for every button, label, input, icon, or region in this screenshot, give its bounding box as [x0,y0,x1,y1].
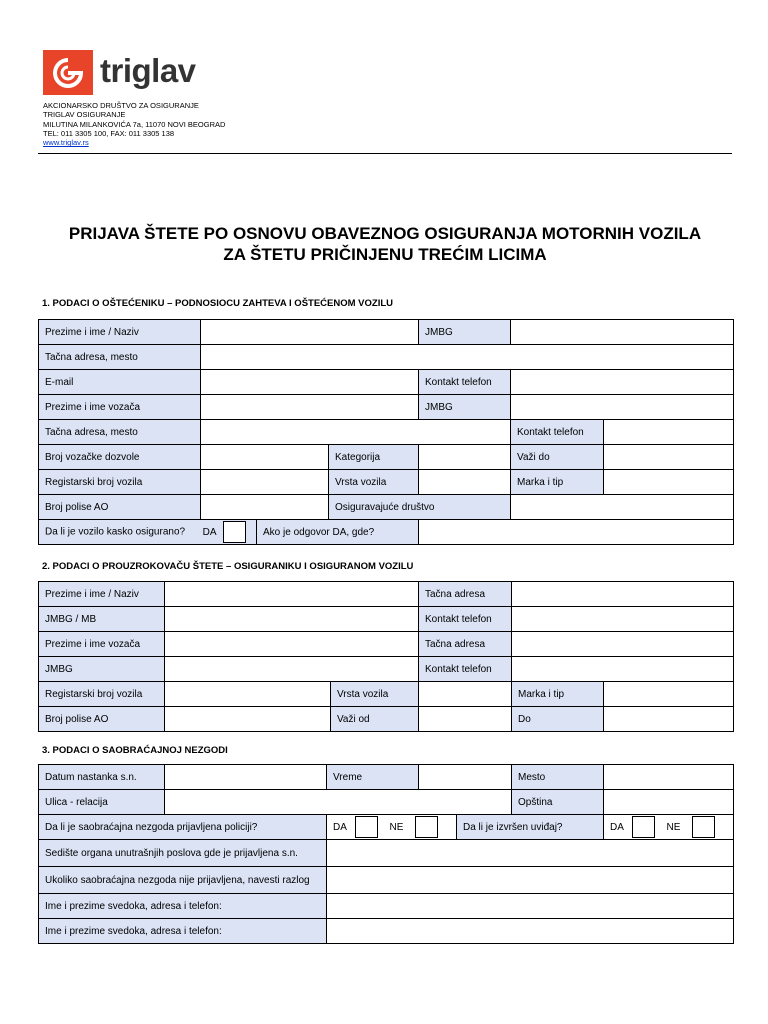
website-link[interactable]: www.triglav.rs [43,138,89,148]
label-prezime-ime-vozaca: Prezime i ime vozača [39,395,201,420]
field-registarski-broj[interactable] [201,470,329,495]
label-ako-da: Ako je odgovor DA, gde? [257,520,419,545]
uvidjaj-da-label: DA [610,821,624,833]
field-marka-tip-2[interactable] [604,682,734,707]
section3-table-b [38,814,734,944]
label-broj-polise: Broj polise AO [39,495,201,520]
prijavljena-ne-label: NE [389,821,404,833]
label-kategorija: Kategorija [329,445,419,470]
label-vrsta-vozila: Vrsta vozila [329,470,419,495]
label-ulica: Ulica - relacija [39,790,165,815]
field-jmbg[interactable] [511,320,734,345]
triglav-logo [43,50,93,95]
field-sediste[interactable] [327,840,734,867]
field-kontakt-telefon[interactable] [511,370,734,395]
label-jmbg: JMBG [419,320,511,345]
field-prezime-ime-naziv-2[interactable] [165,582,419,607]
form-title-line2: ZA ŠTETU PRIČINJENU TREĆIM LICIMA [223,245,547,264]
field-opstina[interactable] [604,790,734,815]
label-adresa-mesto-vozaca: Tačna adresa, mesto [39,420,201,445]
field-prezime-ime-vozaca-2[interactable] [165,632,419,657]
field-do-2[interactable] [604,707,734,732]
label-vreme: Vreme [327,765,419,790]
field-ako-da[interactable] [419,520,734,545]
label-jmbg-vozaca: JMBG [419,395,511,420]
kasko-question: Da li je vozilo kasko osigurano? [45,526,186,538]
field-prezime-ime-naziv[interactable] [201,320,419,345]
field-jmbg-mb-2[interactable] [165,607,419,632]
field-tacna-adresa-2[interactable] [512,582,734,607]
label-kontakt-telefon-vozaca-2: Kontakt telefon [419,657,512,682]
label-kontakt-telefon-2: Kontakt telefon [419,607,512,632]
prijavljena-ne-checkbox[interactable] [415,816,438,838]
field-broj-polise-2[interactable] [165,707,331,732]
uvidjaj-options [604,815,734,840]
company-line: AKCIONARSKO DRUŠTVO ZA OSIGURANJE [43,101,199,110]
field-svedok-1[interactable] [327,894,734,919]
label-sediste: Sedište organa unutrašnjih poslova gde je prijavljena s.n. [39,840,327,867]
section1-heading: 1. PODACI O OŠTEĆENIKU – PODNOSIOCU ZAHTEVA I OŠTEĆENOM VOZILU [42,298,394,309]
field-vrsta-vozila-2[interactable] [419,682,512,707]
label-vazi-od-2: Važi od [331,707,419,732]
section2-heading: 2. PODACI O PROUZROKOVAČU ŠTETE – OSIGURANIKU I OSIGURANOM VOZILU [42,561,414,572]
field-kontakt-telefon-vozaca[interactable] [604,420,734,445]
label-prezime-ime-naziv: Prezime i ime / Naziv [39,320,201,345]
label-broj-polise-2: Broj polise AO [39,707,165,732]
field-marka-tip[interactable] [604,470,734,495]
label-prijavljena: Da li je saobraćajna nezgoda prijavljena policiji? [39,815,327,840]
field-osiguravajuce-drustvo[interactable] [511,495,734,520]
brand-name: triglav [100,52,196,89]
label-registarski-broj: Registarski broj vozila [39,470,201,495]
label-broj-vozacke: Broj vozačke dozvole [39,445,201,470]
company-info [43,101,225,147]
uvidjaj-ne-label: NE [666,821,681,833]
field-kategorija[interactable] [419,445,511,470]
field-jmbg-vozaca[interactable] [511,395,734,420]
label-registarski-broj-2: Registarski broj vozila [39,682,165,707]
label-tacna-adresa-2: Tačna adresa [419,582,512,607]
prijavljena-da-checkbox[interactable] [355,816,378,838]
field-svedok-2[interactable] [327,919,734,944]
label-jmbg-vozaca-2: JMBG [39,657,165,682]
label-marka-tip: Marka i tip [511,470,604,495]
label-vrsta-vozila-2: Vrsta vozila [331,682,419,707]
field-jmbg-vozaca-2[interactable] [165,657,419,682]
company-line: MILUTINA MILANKOVIĆA 7a, 11070 NOVI BEOGRAD [43,119,226,129]
prijavljena-da-label: DA [333,821,347,833]
label-prezime-ime-naziv-2: Prezime i ime / Naziv [39,582,165,607]
label-prezime-ime-vozaca-2: Prezime i ime vozača [39,632,165,657]
form-title-line1: PRIJAVA ŠTETE PO OSNOVU OBAVEZNOG OSIGURANJA MOTORNIH VOZILA [68,224,702,243]
field-vazi-od-2[interactable] [419,707,512,732]
company-line: TEL: 011 3305 100, FAX: 011 3305 138 [43,128,175,138]
label-osiguravajuce-drustvo: Osiguravajuće društvo [329,495,511,520]
section2-table [38,581,734,732]
field-ulica[interactable] [165,790,512,815]
label-datum: Datum nastanka s.n. [39,765,165,790]
kasko-da-label: DA [202,526,217,538]
field-razlog[interactable] [327,867,734,894]
field-adresa-mesto[interactable] [201,345,734,370]
triglav-logo-icon [52,57,84,89]
label-svedok-2: Ime i prezime svedoka, adresa i telefon: [39,919,327,944]
uvidjaj-da-checkbox[interactable] [632,816,655,838]
label-marka-tip-2: Marka i tip [512,682,604,707]
field-tacna-adresa-vozaca-2[interactable] [512,632,734,657]
prijavljena-options [327,815,457,840]
header-divider [38,153,732,154]
section3-table [38,764,734,815]
label-tacna-adresa-vozaca-2: Tačna adresa [419,632,512,657]
section1-table [38,319,734,545]
label-email: E-mail [39,370,201,395]
field-vazi-do[interactable] [604,445,734,470]
field-vreme[interactable] [419,765,512,790]
label-mesto: Mesto [512,765,604,790]
label-jmbg-mb-2: JMBG / MB [39,607,165,632]
label-kontakt-telefon-vozaca: Kontakt telefon [511,420,604,445]
kasko-da-checkbox[interactable] [223,521,246,543]
label-kontakt-telefon: Kontakt telefon [419,370,511,395]
label-uvidjaj: Da li je izvršen uviđaj? [457,815,604,840]
uvidjaj-ne-checkbox[interactable] [692,816,715,838]
label-opstina: Opština [512,790,604,815]
field-broj-vozacke[interactable] [201,445,329,470]
label-adresa-mesto: Tačna adresa, mesto [39,345,201,370]
section3-heading: 3. PODACI O SAOBRAĆAJNOJ NEZGODI [42,745,228,756]
field-adresa-mesto-vozaca[interactable] [201,420,511,445]
field-vrsta-vozila[interactable] [419,470,511,495]
field-mesto[interactable] [604,765,734,790]
label-svedok-1: Ime i prezime svedoka, adresa i telefon: [39,894,327,919]
label-vazi-do: Važi do [511,445,604,470]
field-email[interactable] [201,370,419,395]
company-line: TRIGLAV OSIGURANJE [43,110,126,120]
field-broj-polise[interactable] [201,495,329,520]
field-kontakt-telefon-2[interactable] [512,607,734,632]
field-prezime-ime-vozaca[interactable] [201,395,419,420]
field-registarski-broj-2[interactable] [165,682,331,707]
label-razlog: Ukoliko saobraćajna nezgoda nije prijavljena, navesti razlog [39,867,327,894]
label-kasko [39,520,257,545]
field-kontakt-telefon-vozaca-2[interactable] [512,657,734,682]
label-do-2: Do [512,707,604,732]
field-datum[interactable] [165,765,327,790]
